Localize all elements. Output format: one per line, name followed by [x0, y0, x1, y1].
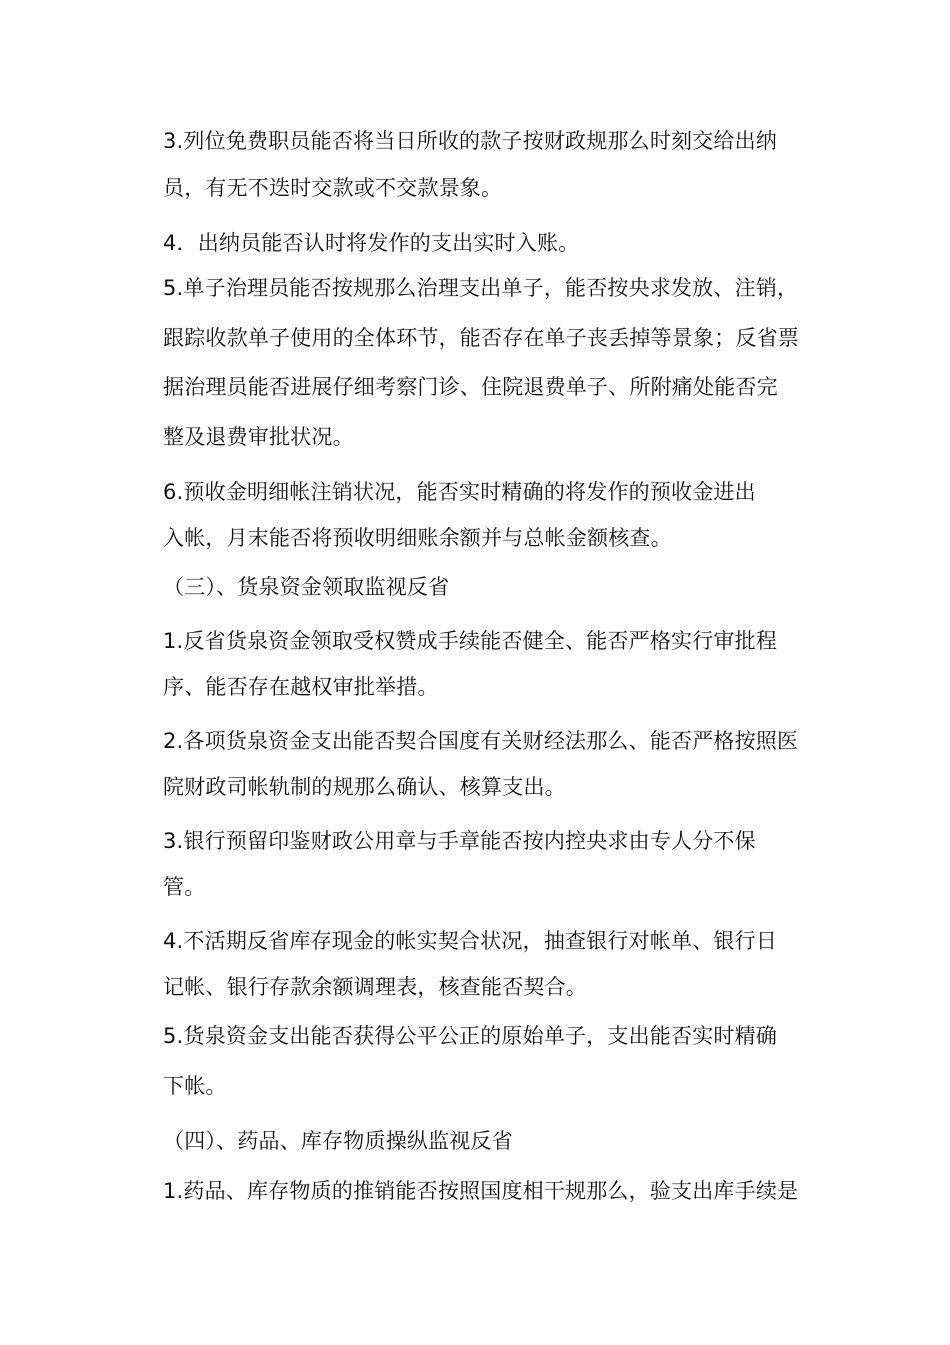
text-line: 据治理员能否进展仔细考察门诊、住院退费单子、所附痛处能否完 — [163, 375, 778, 399]
section-heading: （三）、货泉资金领取监视反省 — [163, 575, 450, 599]
text-line: 整及退费审批状况。 — [163, 425, 354, 449]
text-line: 6.预收金明细帐注销状况，能否实时精确的将发作的预收金进出 — [163, 480, 756, 504]
text-line: 跟踪收款单子使用的全体环节，能否存在单子丧丢掉等景象；反省票 — [163, 326, 799, 350]
text-line: 下帐。 — [163, 1074, 227, 1098]
text-line: 5.单子治理员能否按规那么治理支出单子，能否按央求发放、注销， — [163, 276, 799, 300]
text-line: 员，有无不迭时交款或不交款景象。 — [163, 176, 503, 200]
text-line: 管。 — [163, 875, 206, 899]
text-line: 序、能否存在越权审批举措。 — [163, 675, 439, 699]
text-line: 3.银行预留印鉴财政公用章与手章能否按内控央求由专人分不保 — [163, 829, 756, 853]
text-line: 院财政司帐轨制的规那么确认、核算支出。 — [163, 775, 566, 799]
text-line: 1.药品、库存物质的推销能否按照国度相干规那么，验支出库手续是 — [163, 1179, 799, 1203]
text-line: 2.各项货泉资金支出能否契合国度有关财经法那么、能否严格按照医 — [163, 729, 799, 753]
section-heading: （四）、药品、库存物质操纵监视反省 — [163, 1129, 513, 1153]
text-line: 1.反省货泉资金领取受权赞成手续能否健全、能否严格实行审批程 — [163, 629, 778, 653]
text-line: 入帐，月末能否将预收明细账余额并与总帐金额核查。 — [163, 526, 672, 550]
text-line: 4.不活期反省库存现金的帐实契合状况，抽查银行对帐单、银行日 — [163, 929, 778, 953]
text-line: 4．出纳员能否认时将发作的支出实时入账。 — [163, 231, 580, 255]
text-line: 5.货泉资金支出能否获得公平公正的原始单子，支出能否实时精确 — [163, 1024, 778, 1048]
text-line: 3.列位免费职员能否将当日所收的款子按财政规那么时刻交给出纳 — [163, 129, 778, 153]
text-line: 记帐、银行存款余额调理表，核查能否契合。 — [163, 975, 587, 999]
